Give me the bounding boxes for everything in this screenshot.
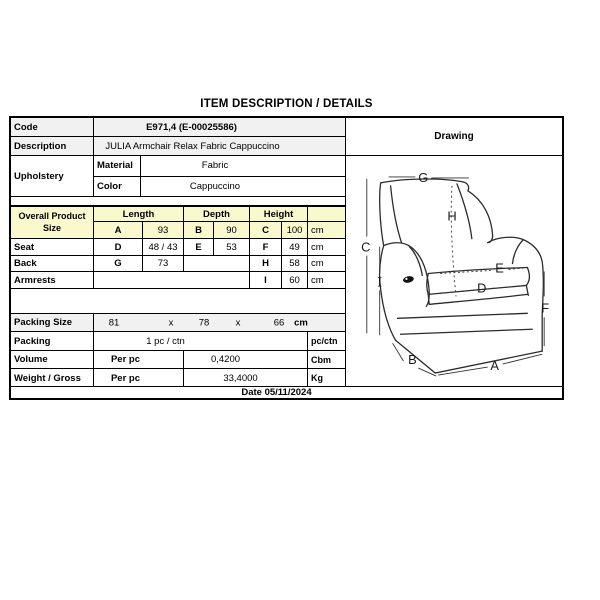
drawing-header: Drawing bbox=[346, 118, 562, 156]
dim-val-f: 49 bbox=[282, 239, 308, 255]
size-corner-label: Overall Product Size bbox=[11, 207, 94, 238]
dim-label-b: B bbox=[408, 352, 417, 368]
size-header-row-1 bbox=[94, 207, 345, 222]
dim-val-d: 48 / 43 bbox=[143, 239, 184, 255]
weight-row bbox=[11, 369, 345, 387]
dim-key-a: A bbox=[94, 222, 143, 238]
height-header: Height bbox=[250, 207, 308, 221]
dim-val-i: 60 bbox=[282, 272, 308, 288]
material-label: Material bbox=[94, 156, 141, 176]
armrests-row bbox=[11, 272, 345, 289]
upholstery-subtable bbox=[94, 156, 345, 196]
spec-table bbox=[11, 118, 346, 386]
dim-label-a: A bbox=[490, 358, 499, 374]
dim-val-g: 73 bbox=[143, 256, 184, 271]
weight-label: Weight / Gross bbox=[11, 369, 94, 387]
dim-label-f: F bbox=[541, 300, 550, 316]
packing-row bbox=[11, 332, 345, 351]
weight-unit: Kg bbox=[311, 373, 323, 383]
dim-key-i: I bbox=[250, 272, 282, 288]
packing-size-row bbox=[11, 314, 345, 332]
back-blank-cell bbox=[184, 256, 250, 271]
dim-key-f: F bbox=[250, 239, 282, 255]
dim-key-c: C bbox=[250, 222, 282, 238]
code-row bbox=[11, 118, 345, 137]
volume-value: 0,4200 bbox=[184, 351, 308, 368]
dim-val-a: 93 bbox=[143, 222, 184, 238]
description-value: JULIA Armchair Relax Fabric Cappuccino bbox=[105, 140, 280, 152]
description-label: Description bbox=[11, 137, 94, 155]
material-row bbox=[94, 156, 345, 177]
date-value: Date 05/11/2024 bbox=[241, 387, 312, 398]
packing-size-sep2: x bbox=[235, 317, 241, 328]
armchair-outline bbox=[380, 179, 544, 373]
color-label: Color bbox=[94, 177, 141, 197]
packing-size-v2: 78 bbox=[198, 317, 210, 328]
weight-basis: Per pc bbox=[94, 369, 184, 387]
dim-val-h: 58 bbox=[282, 256, 308, 271]
back-label: Back bbox=[11, 256, 94, 271]
volume-label: Volume bbox=[11, 351, 94, 368]
upholstery-row bbox=[11, 156, 345, 197]
volume-basis: Per pc bbox=[94, 351, 184, 368]
packing-value: 1 pc / ctn bbox=[94, 332, 308, 350]
armrests-blank-cell bbox=[94, 272, 250, 288]
armrests-label: Armrests bbox=[11, 272, 94, 288]
seat-unit: cm bbox=[311, 241, 324, 253]
code-value: E971,4 (E-00025586) bbox=[146, 121, 237, 133]
recliner-button-icon bbox=[402, 275, 414, 284]
drawing-panel bbox=[346, 118, 562, 386]
packing-label: Packing bbox=[11, 332, 94, 350]
color-value: Cappuccino bbox=[189, 180, 241, 192]
seat-label: Seat bbox=[11, 239, 94, 255]
unit-header-blank bbox=[308, 207, 345, 221]
armrests-unit: cm bbox=[311, 274, 324, 286]
overall-unit: cm bbox=[311, 224, 324, 236]
back-unit: cm bbox=[311, 258, 324, 269]
upholstery-label: Upholstery bbox=[11, 156, 94, 196]
code-label: Code bbox=[11, 118, 94, 136]
dim-label-g: G bbox=[418, 169, 429, 185]
page-title: ITEM DESCRIPTION / DETAILS bbox=[200, 98, 373, 110]
material-value: Fabric bbox=[201, 160, 229, 172]
spacer-row bbox=[11, 289, 345, 314]
packing-size-v1: 81 bbox=[108, 317, 120, 328]
dim-val-c: 100 bbox=[282, 222, 308, 238]
dim-val-e: 53 bbox=[214, 239, 250, 255]
dim-label-d: D bbox=[477, 280, 487, 296]
description-row bbox=[11, 137, 345, 156]
volume-unit: Cbm bbox=[311, 354, 331, 365]
packing-size-values bbox=[94, 314, 345, 331]
size-header-columns bbox=[94, 207, 345, 238]
seat-row bbox=[11, 239, 345, 256]
size-table-header bbox=[11, 207, 345, 239]
item-spec-sheet bbox=[9, 116, 564, 400]
length-header: Length bbox=[94, 207, 184, 221]
date-row bbox=[11, 387, 562, 398]
armchair-drawing bbox=[346, 156, 562, 386]
size-header-row-2 bbox=[94, 222, 345, 238]
dim-label-e: E bbox=[495, 260, 504, 276]
weight-value: 33,4000 bbox=[184, 369, 308, 387]
armchair-sketch-svg bbox=[346, 156, 562, 386]
dim-key-b: B bbox=[184, 222, 214, 238]
dim-label-h: H bbox=[447, 208, 457, 224]
dim-key-d: D bbox=[94, 239, 143, 255]
packing-size-label: Packing Size bbox=[11, 314, 94, 331]
packing-size-v3: 66 bbox=[273, 317, 285, 328]
volume-row bbox=[11, 351, 345, 369]
dim-key-g: G bbox=[94, 256, 143, 271]
packing-size-unit: cm bbox=[294, 317, 308, 328]
packing-unit: pc/ctn bbox=[311, 336, 338, 346]
depth-header: Depth bbox=[184, 207, 250, 221]
dim-val-b: 90 bbox=[214, 222, 250, 238]
sheet-main bbox=[11, 118, 562, 387]
back-row bbox=[11, 256, 345, 272]
spacer-row bbox=[11, 197, 345, 207]
dim-key-e: E bbox=[184, 239, 214, 255]
color-row bbox=[94, 177, 345, 197]
dim-key-h: H bbox=[250, 256, 282, 271]
packing-size-sep1: x bbox=[168, 317, 174, 328]
dim-label-c: C bbox=[361, 239, 371, 255]
dim-label-i: I bbox=[377, 275, 383, 291]
